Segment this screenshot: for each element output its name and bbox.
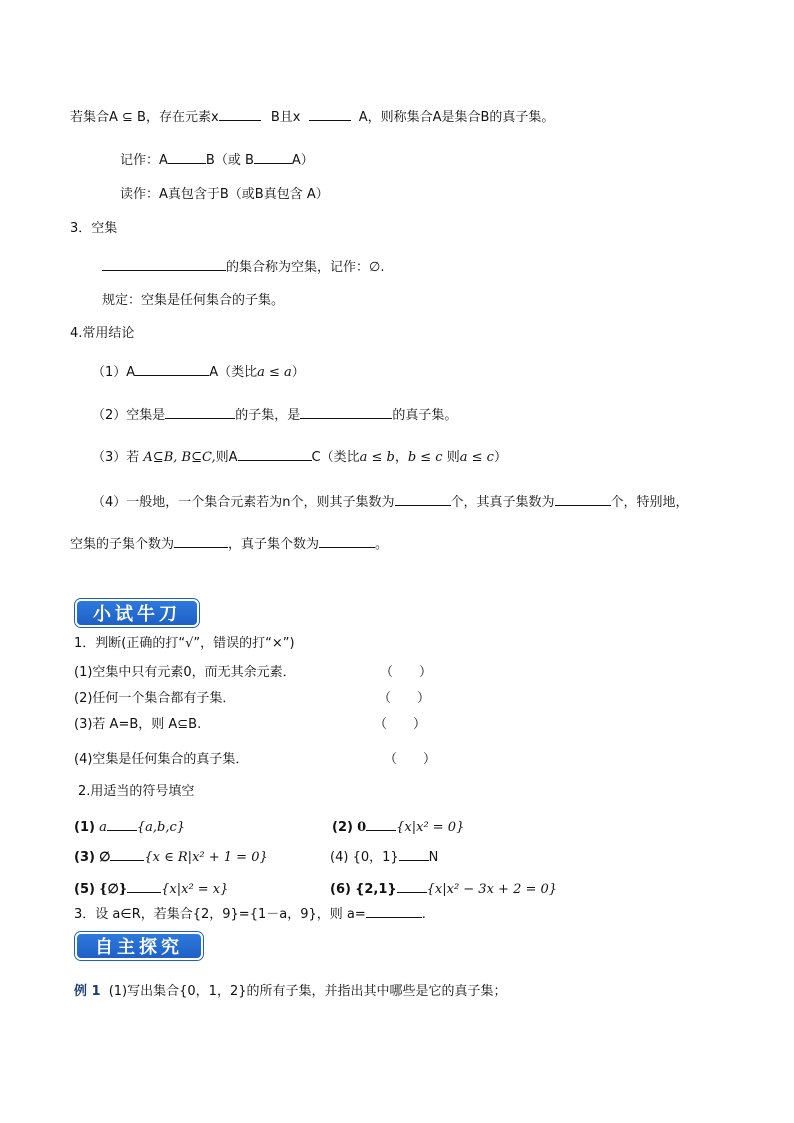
q2-item-2: (2) 0 {x|x² = 0} bbox=[332, 816, 464, 837]
conclusion-2: （2）空集是 的子集，是 的真子集。 bbox=[92, 404, 457, 425]
blank-3[interactable] bbox=[168, 149, 206, 164]
q2-item-1: (1) a {a,b,c} bbox=[74, 816, 185, 837]
blank-4[interactable] bbox=[254, 149, 292, 164]
reading-line: 读作：A真包含于B（或B真包含 A） bbox=[120, 187, 329, 202]
blank-q2-3[interactable] bbox=[110, 846, 144, 861]
blank-7[interactable] bbox=[165, 404, 235, 419]
blank-6[interactable] bbox=[135, 361, 209, 376]
q2-item-6: (6) {2,1} {x|x² − 3x + 2 = 0} bbox=[330, 878, 557, 899]
conclusions-heading: 4.常用结论 bbox=[70, 326, 135, 341]
empty-set-rule: 规定：空集是任何集合的子集。 bbox=[102, 293, 285, 308]
blank-q2-5[interactable] bbox=[127, 878, 161, 893]
conclusion-1: （1）A A（类比a ≤ a） bbox=[92, 361, 305, 382]
blank-9[interactable] bbox=[238, 446, 312, 461]
empty-set-heading: 3．空集 bbox=[70, 221, 118, 236]
q3-line: 3．设 a∈R，若集合{2，9}={1－a，9}，则 a= . bbox=[74, 903, 426, 924]
conclusion-3: （3）若 A⊆B, B⊆C,则A C（类比a ≤ b，b ≤ c 则a ≤ c） bbox=[92, 446, 507, 467]
q1-answer-3[interactable]: （ ） bbox=[374, 717, 427, 732]
q2-item-5: (5) {∅} {x|x² = x} bbox=[74, 878, 228, 899]
q2-item-3: (3) ∅ {x ∈ R|x² + 1 = 0} bbox=[74, 846, 268, 867]
notation-line: 记作：A B（或 B A） bbox=[120, 149, 314, 170]
blank-8[interactable] bbox=[300, 404, 392, 419]
q1-answer-2[interactable]: （ ） bbox=[378, 691, 431, 706]
q2-item-4: (4) {0，1} N bbox=[330, 846, 438, 867]
def-line: 若集合A ⊆ B，存在元素x B且x A，则称集合A是集合B的真子集。 bbox=[70, 106, 554, 127]
blank-10[interactable] bbox=[395, 491, 451, 506]
q1-item-3: (3)若 A=B，则 A⊆B. bbox=[74, 717, 202, 732]
blank-q2-4[interactable] bbox=[399, 846, 429, 861]
blank-12[interactable] bbox=[174, 533, 228, 548]
blank-11[interactable] bbox=[555, 491, 611, 506]
q1-item-2: (2)任何一个集合都有子集． bbox=[74, 691, 236, 706]
conclusion-4-line1: （4）一般地，一个集合元素若为n个，则其子集数为 个，其真子集数为 个，特别地， bbox=[92, 491, 689, 512]
q1-item-1: (1)空集中只有元素0，而无其余元素． bbox=[74, 665, 296, 680]
q1-answer-1[interactable]: （ ） bbox=[380, 665, 433, 680]
blank-13[interactable] bbox=[319, 533, 375, 548]
blank-2[interactable] bbox=[309, 106, 351, 121]
q1-answer-4[interactable]: （ ） bbox=[384, 752, 437, 767]
q2-heading: 2.用适当的符号填空 bbox=[78, 784, 195, 799]
empty-set-line: 的集合称为空集，记作：∅. bbox=[102, 256, 384, 277]
blank-q2-1[interactable] bbox=[107, 816, 137, 831]
conclusion-4-line2: 空集的子集个数为 ，真子集个数为 。 bbox=[70, 533, 388, 554]
example-1: 例 1 (1)写出集合{0，1，2}的所有子集，并指出其中哪些是它的真子集； bbox=[74, 984, 507, 999]
q1-heading: 1．判断(正确的打“√”，错误的打“×”) bbox=[74, 636, 295, 651]
q1-item-4: (4)空集是任何集合的真子集． bbox=[74, 752, 249, 767]
banner-try: 小试牛刀 bbox=[75, 599, 199, 627]
blank-5[interactable] bbox=[102, 256, 226, 271]
banner-explore: 自主探究 bbox=[75, 932, 203, 960]
blank-q2-6[interactable] bbox=[397, 878, 427, 893]
blank-1[interactable] bbox=[219, 106, 261, 121]
blank-q3[interactable] bbox=[366, 903, 422, 918]
blank-q2-2[interactable] bbox=[366, 816, 396, 831]
